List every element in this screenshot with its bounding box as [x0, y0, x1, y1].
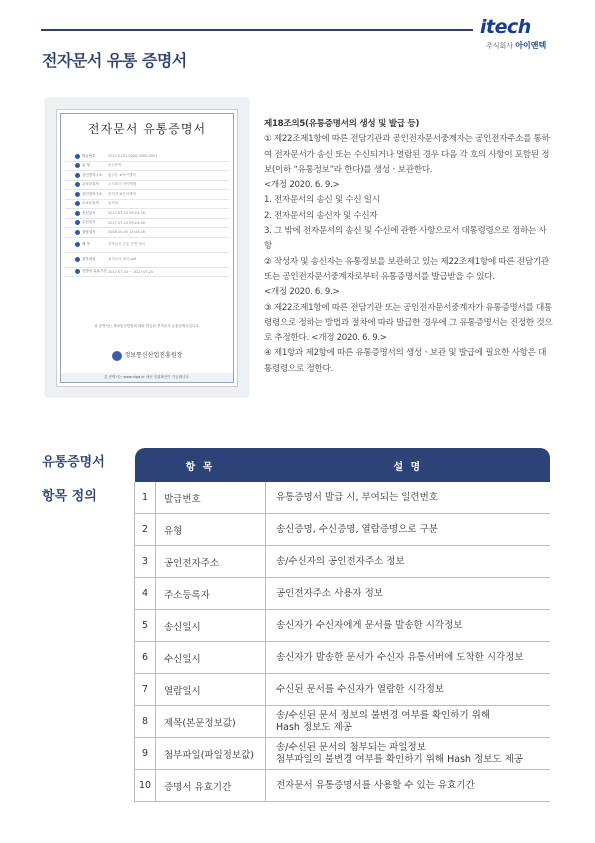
- row-number: 3: [135, 546, 156, 578]
- certificate-row-label: 발급번호: [82, 153, 96, 158]
- certificate-row: [65, 171, 229, 181]
- article-paragraph: ③ 제22조제1항에 따른 전담기관 또는 공인전자문서중계자가 유통증명서를 대통령령으로 정하는 방법과 절차에 따라 발급한 경우에 그 유통증명서는 진정한 것으로 추정한다. <개정 2020. 6. 9.>: [264, 302, 553, 344]
- row-bullet-icon: [75, 269, 80, 274]
- row-number: 2: [135, 514, 156, 546]
- certificate-row-label: 공인전자주소: [82, 172, 103, 177]
- row-item: 유형: [156, 514, 266, 546]
- certificate-row: [65, 190, 229, 200]
- certificate-paper: [56, 109, 238, 387]
- certificate-row-value: 2018.10.05 13:45:28: [108, 230, 145, 235]
- article-paragraph: ④ 제1항과 제2항에 따른 유통증명서의 생성ㆍ보관 및 발급에 필요한 사항은 대통령령으로 정한다.: [264, 348, 547, 374]
- logo-company-name: 아이앤텍: [515, 41, 547, 50]
- certificate-issuer: [57, 350, 237, 361]
- row-bullet-icon: [75, 154, 80, 159]
- table-row: [135, 642, 551, 674]
- certificate-row-label: 공인전자주소: [82, 191, 103, 196]
- certificate-row-label: 제 목: [82, 242, 90, 246]
- seal-icon: [112, 351, 122, 361]
- certificate-row: [65, 162, 229, 172]
- column-header-item: 항 목: [135, 448, 266, 482]
- certificate-row: [65, 152, 229, 162]
- row-bullet-icon: [75, 230, 80, 235]
- row-number: 8: [135, 706, 156, 738]
- certificate-row-value: 전자문서 유통 증명 예시: [108, 242, 146, 246]
- row-number: 10: [135, 770, 156, 802]
- certificate-row: [65, 253, 229, 268]
- law-article: [264, 117, 554, 377]
- row-item: 공인전자주소: [156, 546, 266, 578]
- certificate-issuer-name: 정보통신산업진흥원장: [124, 352, 183, 359]
- certificate-row: [65, 209, 229, 219]
- row-description-line: Hash 정보도 제공: [276, 721, 352, 733]
- row-bullet-icon: [75, 163, 80, 168]
- article-paragraph: 3. 그 밖에 전자문서의 송신 및 수신에 관한 사항으로서 대통령령으로 정하는 사항: [264, 226, 547, 252]
- table-row: [135, 674, 551, 706]
- certificate-row-label: 첨부파일: [82, 257, 96, 261]
- certificate-row: [65, 228, 229, 238]
- table-row: [135, 610, 551, 642]
- row-bullet-icon: [75, 220, 80, 225]
- row-description: 송신자가 수신자에게 문서를 발송한 시각정보: [266, 610, 551, 642]
- row-number: 4: [135, 578, 156, 610]
- logo-wordmark: itech: [480, 16, 531, 38]
- certificate-image: [46, 99, 248, 396]
- article-title: 제18조의5(유통증명서의 생성 및 발급 등): [264, 119, 420, 129]
- row-description: [266, 706, 551, 738]
- certificate-rows: [65, 152, 229, 277]
- column-header-description: 설 명: [266, 448, 551, 482]
- certificate-row-value: 임꺽정: [108, 201, 119, 206]
- certificate-row: [65, 268, 229, 278]
- row-item: 수신일시: [156, 642, 266, 674]
- row-description: 송/수신자의 공인전자주소 정보: [266, 546, 551, 578]
- row-description-line: 첨부파일의 불변경 여부를 확인하기 위해 Hash 정보도 제공: [276, 753, 523, 765]
- row-description: 공인전자주소 사용자 정보: [266, 578, 551, 610]
- row-description: 전자문서 유통증명서를 사용할 수 있는 유효기간: [266, 770, 551, 802]
- row-item: 발급번호: [156, 482, 266, 514]
- certificate-row-value: 2017-0101-0000-0000-0001: [108, 154, 158, 159]
- row-description: 수신된 문서를 수신자가 열람한 시각정보: [266, 674, 551, 706]
- table-row: [135, 546, 551, 578]
- row-item: 송신일시: [156, 610, 266, 642]
- article-paragraph: 2. 전자문서의 송신자 및 수신자: [264, 210, 378, 221]
- header-rule: [41, 29, 473, 31]
- row-bullet-icon: [75, 182, 80, 187]
- certificate-row-label: 열람일시: [82, 229, 96, 234]
- certificate-footer-text: 위 증명서는 정보통신망법에 따라 발급된 전자문서 유통증명서입니다.: [94, 324, 200, 328]
- row-number: 7: [135, 674, 156, 706]
- row-item: 주소등록자: [156, 578, 266, 610]
- certificate-row: [65, 219, 229, 229]
- row-description-line: 송/수신된 문서의 첨부되는 파일정보: [276, 741, 426, 753]
- row-bullet-icon: [75, 242, 80, 247]
- article-paragraph: <개정 2020. 6. 9.>: [264, 180, 340, 191]
- certificate-row: [65, 181, 229, 191]
- certificate-title: 전자문서 유통증명서: [87, 122, 207, 136]
- certificate-row-value: 주식회사 아이앤텍: [108, 182, 137, 187]
- row-description: [266, 738, 551, 770]
- certificate-row-label: 주소등록자: [82, 201, 99, 206]
- certificate-row-value: 임꺽정 #아이앤텍: [108, 191, 136, 196]
- certificate-bottom-bar: 본 증명서는 www.nipa.kr 에서 진위확인이 가능합니다.: [61, 373, 233, 382]
- row-item: 열람일시: [156, 674, 266, 706]
- row-number: 1: [135, 482, 156, 514]
- certificate-row-value: 2017.07.20 ~ 2027.07.20: [108, 269, 154, 274]
- row-number: 9: [135, 738, 156, 770]
- row-item: 증명서 유효기간: [156, 770, 266, 802]
- article-paragraph: <개정 2020. 6. 9.>: [264, 287, 340, 298]
- table-row: [135, 706, 551, 738]
- logo-company-type: 주식회사: [486, 42, 514, 50]
- table-row: [135, 514, 551, 546]
- article-paragraph: 1. 전자문서의 송신 및 수신 일시: [264, 195, 380, 206]
- company-logo: [480, 16, 560, 56]
- article-paragraph: ① 제22조제1항에 따른 전담기관과 공인전자문서중계자는 공인전자주소를 통하여 전자문서가 송신 또는 수신되거나 열람된 경우 다음 각 호의 사항이 포함된 정보(이하 “유통정보”라 한다)를 생성ㆍ보관한다.: [264, 134, 550, 175]
- table-header-row: [135, 448, 551, 482]
- table-row: [135, 770, 551, 802]
- certificate-row-label: 송신일시: [82, 210, 96, 215]
- certificate-row-label: 유 형: [82, 163, 90, 168]
- row-description: 송신자가 발송한 문서가 수신자 유통서버에 도착한 시각정보: [266, 642, 551, 674]
- row-bullet-icon: [75, 201, 80, 206]
- table-row: [135, 738, 551, 770]
- section-subheading: 항목 정의: [42, 489, 97, 504]
- row-bullet-icon: [75, 211, 80, 216]
- certificate-row: [65, 238, 229, 253]
- row-bullet-icon: [75, 257, 80, 262]
- section-heading: 유통증명서: [42, 455, 105, 470]
- certificate-row-label: 수신일시: [82, 220, 96, 225]
- certificate-row-value: 송신증명: [108, 163, 122, 168]
- certificate-row-label: 주소등록자: [82, 182, 99, 187]
- certificate-row-value: 홍길동 #아이앤텍: [108, 172, 136, 177]
- logo-subtitle: [486, 40, 546, 51]
- article-paragraph: ② 작성자 및 송신자는 유통정보를 보관하고 있는 제22조제1항에 따른 전담기관 또는 공인전자문서중계자로부터 유통증명서를 발급받을 수 있다.: [264, 256, 549, 282]
- row-item: 첨부파일(파일정보값): [156, 738, 266, 770]
- table-row: [135, 482, 551, 514]
- row-description: 유통증명서 발급 시, 부여되는 일련번호: [266, 482, 551, 514]
- certificate-row-label: 증명서 유효기간: [82, 269, 107, 274]
- page-title: 전자문서 유통 증명서: [42, 51, 187, 70]
- row-number: 6: [135, 642, 156, 674]
- row-bullet-icon: [75, 173, 80, 178]
- certificate-row: [65, 200, 229, 210]
- certificate-row-value: 2017.07.20 09:24:28: [108, 211, 145, 216]
- table-row: [135, 578, 551, 610]
- certificate-row-value: 2017.07.20 09:24:28: [108, 220, 145, 225]
- definition-table: [134, 448, 550, 802]
- row-number: 5: [135, 610, 156, 642]
- row-description: 송신증명, 수신증명, 열람증명으로 구분: [266, 514, 551, 546]
- row-description-line: 송/수신된 문서 정보의 불변경 여부를 확인하기 위해: [276, 709, 491, 721]
- row-item: 제목(본문정보값): [156, 706, 266, 738]
- certificate-row-value: 첨부문서 예시.pdf: [108, 257, 137, 261]
- row-bullet-icon: [75, 192, 80, 197]
